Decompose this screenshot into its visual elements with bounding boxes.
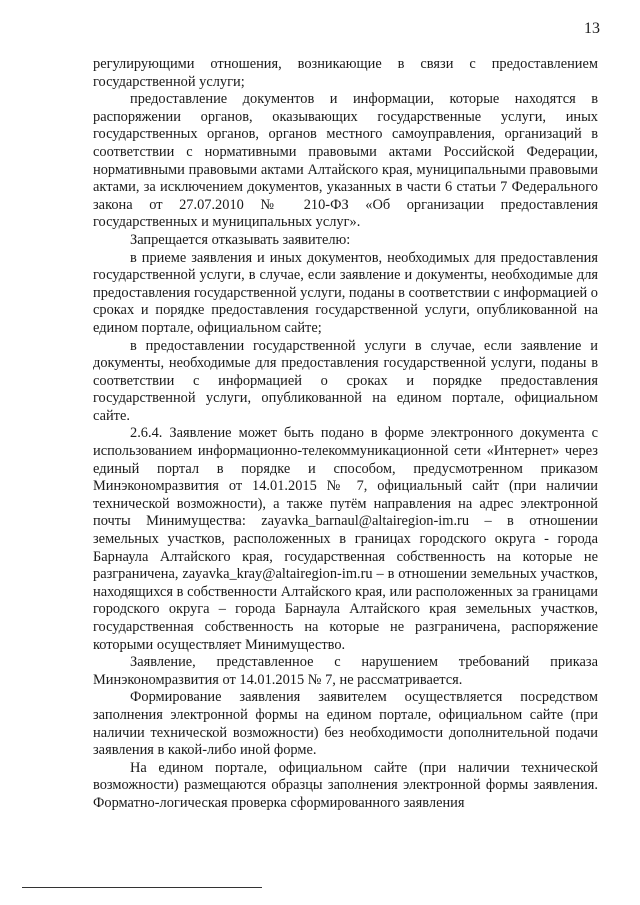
paragraph-continuation: регулирующими отношения, возникающие в связи с предоставлением государственной услуги; [93, 56, 598, 90]
paragraph-violation: Заявление, представленное с нарушением требований приказа Минэкономразвития от 14.01.2015 № 7, не рассматривается. [93, 654, 598, 688]
paragraph-refusal-acceptance: в приеме заявления и иных документов, необходимых для предоставления государственной услуги, в случае, если заявление и документы, необходимые для предоставления государственной услуги, поданы в соответствии с информацией о сроках и порядке предоставления государственной услуги, опубликованной на едином портале, официальном сайте; [93, 249, 598, 336]
paragraph-sample-forms: На едином портале, официальном сайте (при наличии технической возможности) размещаются образцы заполнения электронной формы заявления. Форматно-логическая проверка сформированного заявления [93, 759, 598, 811]
paragraph-refusal-provision: в предоставлении государственной услуги в случае, если заявление и документы, необходимые для предоставления государственной услуги, поданы в соответствии с информацией о сроках и порядке предоставления государственной услуги, опубликованной на едином портале, официальном сайте. [93, 337, 598, 424]
paragraph-2-6-4: 2.6.4. Заявление может быть подано в форме электронного документа с использованием информационно-телекоммуникационной сети «Интернет» через единый портал в порядке и способом, предусмотренном приказом Минэкономразвития от 14.01.2015 № 7, официальный сайт (при наличии технической возможности), а также путём направления на адрес электронной почты Минимущества: zayavka_barnaul@altairegion-im.ru – в отношении земельных участков, расположенных в границах городского округа - города Барнаула Алтайского края, государственная собственность на которые не разграничена, zayavka_kray@altairegion-im.ru – в отношении земельных участков, находящихся в собственности Алтайского края, или расположенных за границами городского округа – города Барнаула Алтайского края земельных участков, государственная собственность на которые не разграничена, распоряжение которыми осуществляет Минимущество. [93, 425, 598, 653]
paragraph-form-filling: Формирование заявления заявителем осуществляется посредством заполнения электронной формы на едином портале, официальном сайте (при наличии технической возможности) без необходимости дополнительной подачи заявления в какой-либо иной форме. [93, 689, 598, 759]
page-number: 13 [584, 20, 600, 37]
document-body [93, 56, 598, 813]
paragraph-documents-in-possession: предоставление документов и информации, которые находятся в распоряжении органов, оказывающих государственные услуги, иных государственных органов, органов местного самоуправления, организаций в соответствии с нормативными правовыми актами Российской Федерации, нормативными правовыми актами Алтайского края, муниципальными правовыми актами, за исключением документов, указанных в части 6 статьи 7 Федерального закона от 27.07.2010 № 210-ФЗ «Об организации предоставления государственных и муниципальных услуг». [93, 91, 598, 231]
paragraph-prohibition-heading: Запрещается отказывать заявителю: [130, 231, 351, 248]
footnote-rule [22, 887, 262, 888]
